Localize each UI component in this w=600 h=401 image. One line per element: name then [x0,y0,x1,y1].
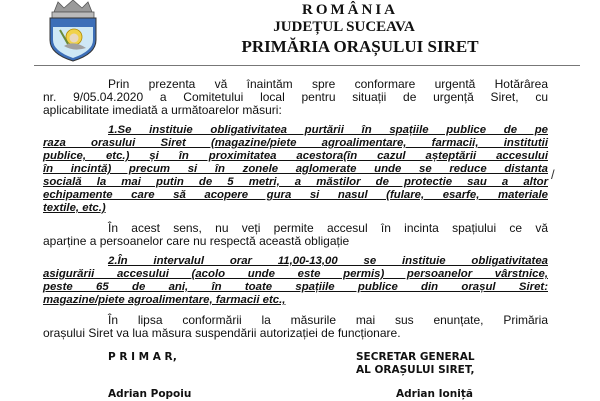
text-line: aplicabilitate imediată a următoarelor măsuri: [43,103,282,117]
text-line: textile, etc.) [43,202,106,214]
margin-mark: / [551,167,555,182]
header-county: JUDEȚUL SUCEAVA [273,19,415,35]
measure-1-paragraph [43,124,548,215]
text-line: asigurării accesului (acolo unde este permis) persoanelor vârstnice, [43,268,548,280]
closing-paragraph [43,314,548,340]
coat-of-arms-icon [44,0,102,62]
text-line: publice, etc.) și în proximitatea acestora(în cazul așteptării accesului [43,150,548,162]
text-line: socială la mai putin de 5 metri, a măstilor de protectie sau a altor [43,176,548,188]
intro-paragraph [43,78,548,117]
text-line: Prin prezenta vă înaintăm spre conformare urgentă Hotărârea [108,77,548,91]
header-divider [34,65,580,66]
measure-2-paragraph [43,255,548,307]
text-line: în incintă) precum si în zonele aglomerate unde se reduce distanta [43,163,548,175]
text-line: orașului Siret va lua măsura suspendării autorizației de funcționare. [43,326,401,340]
text-line: nr. 9/05.04.2020 a Comitetului local pentru situații de urgență Siret, cu [43,90,548,104]
text-line: echipamente care să acopere gura si nasul (fulare, esarfe, materiale [43,189,548,201]
header-institution: PRIMĂRIA ORAȘULUI SIRET [241,37,479,56]
header-country: ROMÂNIA [302,2,398,18]
mayor-name: Adrian Popoiu [108,388,192,400]
access-paragraph [43,222,548,248]
text-line: magazine/piete agroalimentare, farmacii etc., [43,294,286,306]
text-line: 2.În intervalul orar 11,00-13,00 se instituie obligativitatea [108,255,548,267]
text-line: aparține a persoanelor care nu respectă această obligație [43,234,350,248]
text-line: În acest sens, nu veți permite accesul în incinta spațiului ce vă [108,221,548,235]
text-line: peste 65 de ani, în toate spațiile publice din orașul Siret: [43,281,548,293]
letter-body [43,78,548,347]
text-line: raza orasului Siret (magazine/piete agroalimentare, farmacii, institutii [43,137,548,149]
secretary-title-line-1: SECRETAR GENERAL [356,351,475,363]
secretary-title-line-2: AL ORAȘULUI SIRET, [356,364,475,376]
text-line: 1.Se instituie obligativitatea purtării în spațiile publice de pe [108,124,548,136]
mayor-title: P R I M A R, [108,351,177,363]
text-line: În lipsa conformării la măsurile mai sus enunțate, Primăria [108,313,548,327]
secretary-name: Adrian Ioniță [396,388,473,400]
